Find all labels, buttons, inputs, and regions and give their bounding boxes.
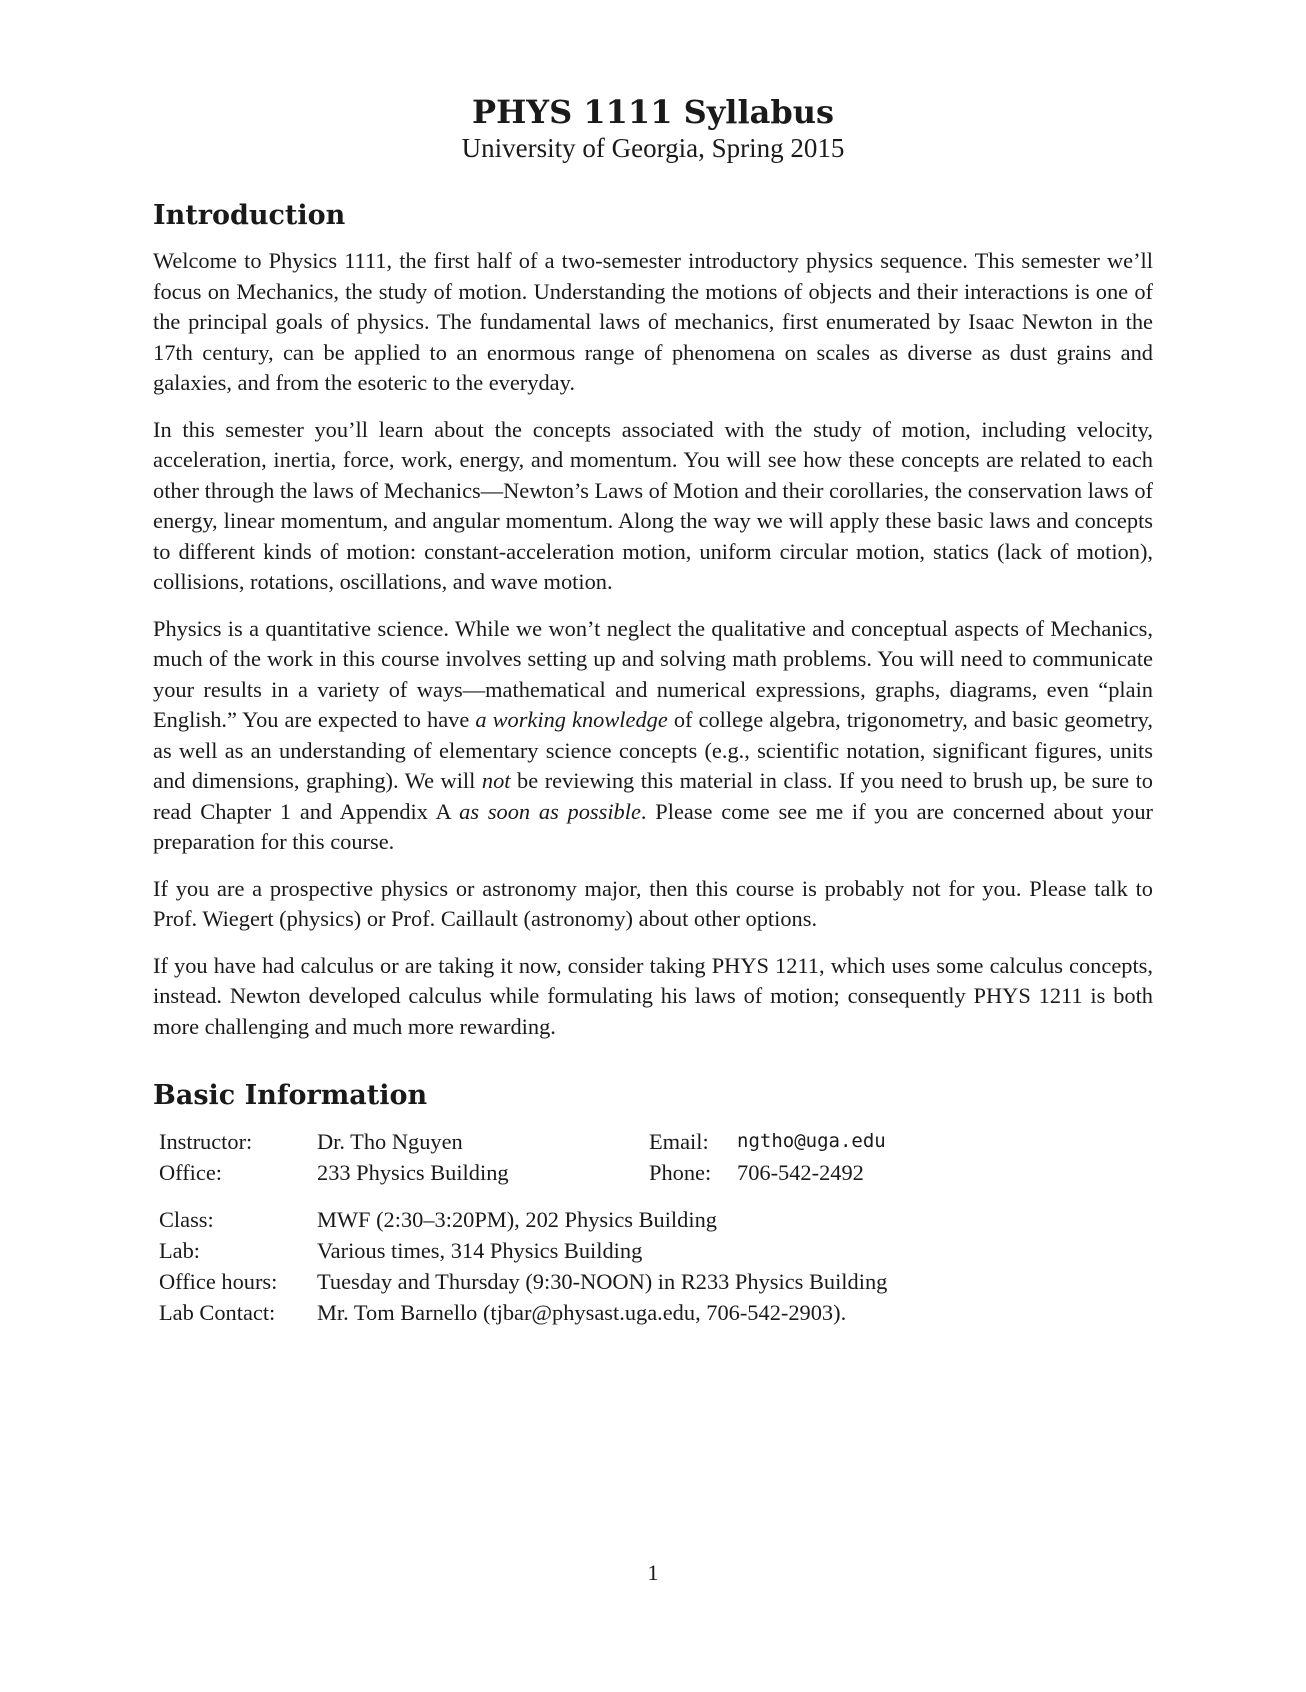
syllabus-page: [153, 92, 1153, 1328]
instructor-label: Instructor:: [159, 1129, 253, 1154]
p3-text-g: . Please come see me if you are concerned about your preparation for this course.: [153, 798, 1153, 854]
document-subtitle: University of Georgia, Spring 2015: [461, 133, 845, 163]
office-hours-label: Office hours:: [159, 1269, 278, 1294]
office-hours-value: Tuesday and Thursday (9:30-NOON) in R233 Physics Building: [317, 1269, 888, 1294]
info-row-lab: [159, 1235, 887, 1266]
p3-text-c: of college algebra, trigonometry, and basic geometry, as well as an understanding of elementary science concepts (e.g., scientific notation, significant figures, units and dimensions, graphing). We will: [153, 707, 1153, 793]
class-label: Class:: [159, 1207, 214, 1232]
basic-info-table: [159, 1126, 887, 1328]
intro-paragraph-4: If you are a prospective physics or astronomy major, then this course is probably not for you. Please talk to Prof. Wiegert (physics) or Prof. Caillault (astronomy) about other options.: [153, 875, 1153, 931]
basic-info-heading: Basic Information: [153, 1080, 428, 1111]
info-row-office: [159, 1157, 887, 1188]
info-row-instructor: [159, 1126, 887, 1157]
lab-label: Lab:: [159, 1238, 201, 1263]
document-title: PHYS 1111 Syllabus: [472, 93, 834, 131]
info-spacer: [159, 1188, 887, 1204]
introduction-heading: Introduction: [153, 200, 346, 231]
office-label: Office:: [159, 1160, 222, 1185]
p3-emphasis-working-knowledge: a working knowledge: [475, 707, 668, 732]
info-row-lab-contact: [159, 1297, 887, 1328]
intro-paragraph-2: In this semester you’ll learn about the concepts associated with the study of motion, including velocity, acceleration, inertia, force, work, energy, and momentum. You will see how these concepts are related to each other through the laws of Mechanics—Newton’s Laws of Motion and their corollaries, the conservation laws of energy, linear momentum, and angular momentum. Along the way we will apply these basic laws and concepts to different kinds of motion: constant-acceleration motion, uniform circular motion, statics (lack of motion), collisions, rotations, oscillations, and wave motion.: [153, 416, 1153, 594]
instructor-value: Dr. Tho Nguyen: [317, 1129, 463, 1154]
class-value: MWF (2:30–3:20PM), 202 Physics Building: [317, 1207, 717, 1232]
email-label: Email:: [649, 1129, 709, 1154]
info-row-class: [159, 1204, 887, 1235]
p3-emphasis-not: not: [481, 768, 511, 793]
page-number: 1: [647, 1560, 659, 1585]
lab-value: Various times, 314 Physics Building: [317, 1238, 643, 1263]
p3-emphasis-asap: as soon as possible: [459, 798, 641, 824]
p3-text-e: be reviewing this material in class. If you need to brush up, be sure to read Chapter 1 and Appendix A: [153, 768, 1153, 824]
intro-paragraph-1: Welcome to Physics 1111, the first half of a two-semester introductory physics sequence. This semester we’ll focus on Mechanics, the study of motion. Understanding the motions of objects and their interactions is one of the principal goals of physics. The fundamental laws of mechanics, first enumerated by Isaac Newton in the 17th century, can be applied to an enormous range of phenomena on scales as diverse as dust grains and galaxies, and from the esoteric to the everyday.: [153, 248, 1153, 395]
title-block: [153, 92, 1153, 164]
info-row-office-hours: [159, 1266, 887, 1297]
office-value: 233 Physics Building: [317, 1160, 509, 1185]
intro-paragraph-5: If you have had calculus or are taking it now, consider taking PHYS 1211, which uses some calculus concepts, instead. Newton developed calculus while formulating his laws of motion; consequently PHYS 1211 is both more challenging and much more rewarding.: [153, 952, 1153, 1039]
phone-value: 706-542-2492: [737, 1160, 864, 1185]
phone-label: Phone:: [649, 1160, 712, 1185]
email-value[interactable]: ngtho@uga.edu: [737, 1130, 886, 1152]
p3-text-a: Physics is a quantitative science. While we won’t neglect the qualitative and conceptual aspects of Mechanics, much of the work in this course involves setting up and solving math problems. You will need to communicate your results in a variety of ways—mathematical and numerical expressions, graphs, diagrams, even “plain English.” You are expected to have: [153, 615, 1153, 732]
lab-contact-label: Lab Contact:: [159, 1300, 276, 1325]
intro-paragraph-3: [153, 614, 1153, 858]
lab-contact-value: Mr. Tom Barnello (tjbar@physast.uga.edu, 706-542-2903).: [317, 1300, 847, 1325]
